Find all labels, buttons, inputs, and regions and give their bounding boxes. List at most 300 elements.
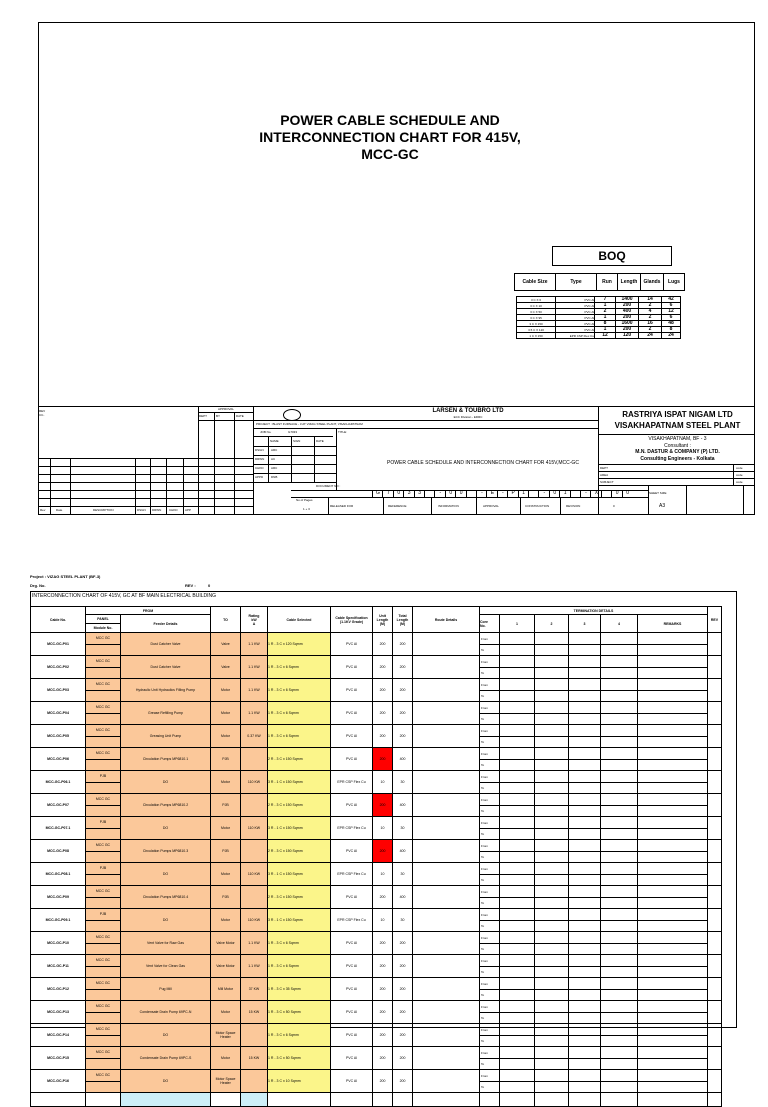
- to-label: To: [481, 1084, 485, 1089]
- cell-core-3: [569, 932, 601, 955]
- sheet2-rev-value: 0: [208, 583, 211, 588]
- cell-route: [413, 817, 480, 840]
- cell-total-length: 200: [393, 1001, 413, 1024]
- boq-length: 200: [616, 303, 639, 309]
- area-label: AREA: [600, 473, 609, 477]
- boq-cable-size: 3 C X 6: [517, 297, 556, 303]
- from-label: From: [480, 1002, 499, 1013]
- cell-core-4: [601, 863, 638, 886]
- table-row: [31, 771, 722, 794]
- boq-lugs: 12: [662, 309, 681, 315]
- release-construction: CONSTRUCTION: [525, 504, 550, 508]
- cell-remarks: [638, 1024, 708, 1047]
- col-head-drwn: DRWN: [152, 508, 162, 512]
- boq-lugs: 6: [662, 303, 681, 309]
- cell-route: [413, 725, 480, 748]
- cell-route: [413, 702, 480, 725]
- cell-panel: [86, 1070, 121, 1093]
- cell-cable-selected: 1 R - 3 C x 120 Sqmm: [268, 633, 331, 656]
- cell-unit-length: 200: [373, 886, 393, 909]
- boq-type: PVC Al: [556, 321, 595, 327]
- cell-to: Motor: [211, 863, 241, 886]
- cell-remarks: [638, 725, 708, 748]
- col-head-app: APP: [185, 508, 192, 512]
- cell-remarks: [638, 679, 708, 702]
- cell-module-no: [86, 806, 120, 816]
- cell-rating: [241, 1070, 268, 1093]
- cell-core-no: [480, 794, 500, 817]
- empty-cell: [535, 1093, 569, 1107]
- cell-feeder: DO: [121, 863, 211, 886]
- cell-rating: 1.1 KW: [241, 633, 268, 656]
- cell-cable-no: MCC-GC-P12: [31, 978, 86, 1001]
- cell-core-2: [535, 1024, 569, 1047]
- consultant-name: M.N. DASTUR & COMPANY (P) LTD.: [635, 449, 720, 455]
- table-row: [31, 955, 722, 978]
- cell-cable-selected: 2 R - 3 C x 150 Sqmm: [268, 794, 331, 817]
- cell-remarks: [638, 886, 708, 909]
- cell-unit-length: 200: [373, 1070, 393, 1093]
- cell-core-no: [480, 633, 500, 656]
- cell-core-no: [480, 909, 500, 932]
- cell-unit-length: 200: [373, 978, 393, 1001]
- cell-total-length: 400: [393, 840, 413, 863]
- cell-panel: [86, 679, 121, 702]
- cell-cable-no: MCC-GC-P08: [31, 840, 86, 863]
- cell-core-1: [500, 771, 535, 794]
- revision-grid: [38, 458, 253, 515]
- col-module: Module No.: [86, 624, 121, 633]
- cell-panel: [86, 1047, 121, 1070]
- boq-run: 12: [595, 333, 616, 339]
- company-name: LARSEN & TOUBRO LTD: [432, 408, 504, 414]
- cell-core-4: [601, 771, 638, 794]
- cell-core-3: [569, 748, 601, 771]
- cell-core-no: [480, 817, 500, 840]
- cell-total-length: 400: [393, 886, 413, 909]
- document-no-char: [601, 490, 612, 497]
- cell-core-2: [535, 1001, 569, 1024]
- no-of-pages-label: No of Pages: [296, 498, 313, 502]
- cell-remarks: [638, 702, 708, 725]
- cell-cable-no: MCC-GC-P10: [31, 932, 86, 955]
- cell-core-no: [480, 725, 500, 748]
- cell-core-no: [480, 679, 500, 702]
- cell-core-no: [480, 702, 500, 725]
- document-no-char: 0: [445, 490, 456, 497]
- to-label: To: [481, 785, 485, 790]
- cell-core-no: [480, 1001, 500, 1024]
- cell-cable-selected: 2 R - 3 C x 150 Sqmm: [268, 840, 331, 863]
- cell-route: [413, 679, 480, 702]
- cell-core-2: [535, 771, 569, 794]
- col-rating: Rating kW A: [241, 607, 268, 633]
- boq-cable-size: 3 C X 95: [517, 315, 556, 321]
- cell-cable-no: MCC-GC-P08.1: [31, 863, 86, 886]
- cell-core-1: [500, 1001, 535, 1024]
- cell-panel-name: PJB: [86, 863, 120, 875]
- cell-panel: [86, 1001, 121, 1024]
- cell-core-1: [500, 725, 535, 748]
- cell-cable-selected: 1 R - 3 C x 6 Sqmm: [268, 932, 331, 955]
- empty-cell: [373, 1093, 393, 1107]
- cell-route: [413, 794, 480, 817]
- document-no-char: 0: [393, 490, 404, 497]
- sheet-size: A3: [659, 503, 666, 509]
- cell-total-length: 200: [393, 978, 413, 1001]
- boq-run: 1: [595, 327, 616, 333]
- cell-panel: [86, 886, 121, 909]
- cell-cable-spec: PVC Al: [331, 1047, 373, 1070]
- cell-cable-spec: PVC Al: [331, 1001, 373, 1024]
- cell-core-no: [480, 978, 500, 1001]
- to-label: To: [481, 992, 485, 997]
- cell-panel: [86, 909, 121, 932]
- cell-rev: [708, 886, 722, 909]
- cell-cable-selected: 1 R - 3 C x 6 Sqmm: [268, 955, 331, 978]
- cell-route: [413, 1024, 480, 1047]
- cell-cable-spec: PVC Al: [331, 794, 373, 817]
- empty-cell: [393, 1093, 413, 1107]
- cell-panel: [86, 978, 121, 1001]
- cell-cable-no: MCC-GC-P15: [31, 1047, 86, 1070]
- sheet2-project: Project : VIZAG STEEL PLANT (BF-3): [30, 574, 101, 579]
- col-unit-length: Unit Length (M): [373, 607, 393, 633]
- cell-unit-length: 200: [373, 725, 393, 748]
- cell-remarks: [638, 748, 708, 771]
- cell-cable-no: MCC-GC-P09: [31, 886, 86, 909]
- from-label: From: [480, 979, 499, 990]
- cell-core-1: [500, 794, 535, 817]
- empty-cell: [708, 1093, 722, 1107]
- cell-panel: [86, 725, 121, 748]
- cell-core-2: [535, 955, 569, 978]
- cell-core-3: [569, 840, 601, 863]
- cell-cable-selected: 3 R - 1 C x 150 Sqmm: [268, 817, 331, 840]
- cell-feeder: DO: [121, 1070, 211, 1093]
- document-no-char: [466, 490, 477, 497]
- col-total-length: Total Length (M): [393, 607, 413, 633]
- sign-date-head: DATE: [316, 439, 324, 443]
- cell-panel-name: MCC GC: [86, 794, 120, 806]
- cable-schedule-table: [30, 606, 722, 1107]
- boq-cable-size: 1 C X 150: [517, 333, 556, 339]
- cell-core-2: [535, 863, 569, 886]
- cell-panel: [86, 656, 121, 679]
- col-core-2: 2: [535, 615, 569, 633]
- document-no-char: 0: [455, 490, 466, 497]
- cell-cable-spec: EPR CSP Flex Cu: [331, 817, 373, 840]
- cell-core-4: [601, 702, 638, 725]
- to-label: To: [481, 946, 485, 951]
- cell-panel-name: MCC GC: [86, 679, 120, 691]
- boq-cable-size: 3 C X 150: [517, 321, 556, 327]
- cell-cable-selected: 1 R - 3 C x 50 Sqmm: [268, 1047, 331, 1070]
- cell-to: PJB: [211, 886, 241, 909]
- cell-core-3: [569, 1001, 601, 1024]
- table-row: [31, 817, 722, 840]
- col-cable-no: Cable No.: [31, 607, 86, 633]
- boq-type: PVC Al: [556, 309, 595, 315]
- cell-core-3: [569, 725, 601, 748]
- cell-to: Motor: [211, 679, 241, 702]
- cell-unit-length: 200: [373, 1024, 393, 1047]
- cell-panel: [86, 840, 121, 863]
- cell-rating: [241, 886, 268, 909]
- cell-core-no: [480, 748, 500, 771]
- cell-unit-length: 200: [373, 955, 393, 978]
- boq-row: [517, 333, 681, 339]
- cell-to: PJB: [211, 840, 241, 863]
- cell-cable-no: MCC-GC-P01: [31, 633, 86, 656]
- approval-dept: DEPT: [199, 414, 208, 418]
- cell-cable-spec: PVC Al: [331, 1070, 373, 1093]
- col-core-3: 3: [569, 615, 601, 633]
- cell-rev: [708, 633, 722, 656]
- cell-to: Mill Motor: [211, 978, 241, 1001]
- cell-module-no: [86, 898, 120, 908]
- to-label: To: [481, 762, 485, 767]
- job-no-label: JOB No.: [260, 430, 272, 434]
- boq-length: 200: [616, 327, 639, 333]
- boq-run: 8: [595, 321, 616, 327]
- empty-cell: [268, 1093, 331, 1107]
- cell-rev: [708, 909, 722, 932]
- cell-core-no: [480, 1047, 500, 1070]
- cell-route: [413, 840, 480, 863]
- boq-cable-size: 3 C X 50: [517, 309, 556, 315]
- cell-to: Motor: [211, 909, 241, 932]
- cell-cable-selected: 3 R - 1 C x 150 Sqmm: [268, 771, 331, 794]
- cell-cable-spec: PVC Al: [331, 978, 373, 1001]
- cell-panel-name: MCC GC: [86, 748, 120, 760]
- boq-glands: 2: [639, 327, 662, 333]
- boq-type: PVC Al: [556, 327, 595, 333]
- cell-route: [413, 748, 480, 771]
- cell-panel: [86, 702, 121, 725]
- approval-by: BY: [216, 414, 221, 418]
- appd-name: DNB: [271, 475, 278, 479]
- cell-cable-spec: PVC Al: [331, 725, 373, 748]
- job-no: G7033: [288, 430, 298, 434]
- cell-cable-no: MCC-GC-P06.1: [31, 771, 86, 794]
- table-row: [31, 679, 722, 702]
- cell-rating: 110 KW: [241, 909, 268, 932]
- cell-core-no: [480, 863, 500, 886]
- table-row: [31, 932, 722, 955]
- cell-to: Motor: [211, 817, 241, 840]
- cell-module-no: [86, 990, 120, 1000]
- cell-core-3: [569, 1047, 601, 1070]
- cell-core-2: [535, 748, 569, 771]
- release-approval: APPROVAL: [483, 504, 499, 508]
- cell-cable-selected: 2 R - 3 C x 150 Sqmm: [268, 886, 331, 909]
- boq-col-header: Run: [597, 274, 618, 291]
- cell-total-length: 200: [393, 702, 413, 725]
- cell-module-no: [86, 668, 120, 678]
- document-no-char: -: [497, 490, 508, 497]
- cell-route: [413, 1047, 480, 1070]
- cell-feeder: Pug Mill: [121, 978, 211, 1001]
- document-no-char: -: [538, 490, 549, 497]
- boq-lugs: 48: [662, 321, 681, 327]
- document-no-char: -: [476, 490, 487, 497]
- col-panel: PANEL: [86, 615, 121, 624]
- boq-type: PVC Al: [556, 297, 595, 303]
- boq-glands: 2: [639, 303, 662, 309]
- document-no-char: G: [372, 490, 383, 497]
- boq-col-header: Lugs: [664, 274, 685, 291]
- cell-panel: [86, 955, 121, 978]
- document-no-char: 7: [382, 490, 393, 497]
- cell-total-length: 400: [393, 794, 413, 817]
- dept-label: DEPT: [600, 466, 609, 470]
- cell-feeder: Greasing Unit Pump: [121, 725, 211, 748]
- cell-core-4: [601, 932, 638, 955]
- cell-total-length: 200: [393, 1047, 413, 1070]
- cell-core-1: [500, 702, 535, 725]
- rev-label: REV CC-: [39, 409, 46, 417]
- cell-route: [413, 633, 480, 656]
- document-no-char: [424, 490, 435, 497]
- cell-rev: [708, 1024, 722, 1047]
- cell-total-length: 30: [393, 771, 413, 794]
- cell-cable-selected: 3 R - 1 C x 150 Sqmm: [268, 863, 331, 886]
- cell-panel: [86, 1024, 121, 1047]
- cell-cable-no: MCC-GC-P11: [31, 955, 86, 978]
- cell-core-2: [535, 702, 569, 725]
- cell-core-3: [569, 817, 601, 840]
- cell-core-1: [500, 955, 535, 978]
- cell-core-2: [535, 817, 569, 840]
- cell-core-3: [569, 656, 601, 679]
- cell-total-length: 200: [393, 725, 413, 748]
- cell-total-length: 400: [393, 748, 413, 771]
- cell-panel: [86, 863, 121, 886]
- boq-length: 120: [616, 333, 639, 339]
- to-label: To: [481, 808, 485, 813]
- document-no-char: 0: [549, 490, 560, 497]
- cell-rating: 1.1 KW: [241, 679, 268, 702]
- cell-remarks: [638, 863, 708, 886]
- title-block: [38, 406, 755, 515]
- cell-core-2: [535, 840, 569, 863]
- cell-cable-selected: 1 R - 3 C x 6 Sqmm: [268, 679, 331, 702]
- cell-feeder: Condensate Drain Pump 69PC-S: [121, 1047, 211, 1070]
- cell-panel-name: PJB: [86, 771, 120, 783]
- cell-feeder: Vent Valve for Raw Gas: [121, 932, 211, 955]
- document-no-char: X: [590, 490, 601, 497]
- boq-lugs: 42: [662, 297, 681, 303]
- cell-rev: [708, 1047, 722, 1070]
- cell-remarks: [638, 771, 708, 794]
- cell-core-3: [569, 863, 601, 886]
- cell-cable-no: MCC-GC-P14: [31, 1024, 86, 1047]
- cell-to: Motor: [211, 702, 241, 725]
- code-label-3: code: [736, 480, 743, 484]
- cell-core-4: [601, 679, 638, 702]
- col-cable-spec: Cable Specification (1.1KV Grade): [331, 607, 373, 633]
- document-no-char: P: [507, 490, 518, 497]
- cell-cable-spec: PVC Al: [331, 886, 373, 909]
- cell-rev: [708, 863, 722, 886]
- cell-core-1: [500, 886, 535, 909]
- boq-glands: 16: [639, 321, 662, 327]
- cell-core-3: [569, 702, 601, 725]
- cell-cable-spec: EPR CSP Flex Cu: [331, 863, 373, 886]
- cell-core-4: [601, 794, 638, 817]
- cell-core-4: [601, 1047, 638, 1070]
- cell-unit-length: 200: [373, 1047, 393, 1070]
- col-core-4: 4: [601, 615, 638, 633]
- boq-glands: 2: [639, 315, 662, 321]
- col-route: Route Details: [413, 607, 480, 633]
- boq-lugs: 6: [662, 315, 681, 321]
- drawing-title: POWER CABLE SCHEDULE AND INTERCONNECTION CHART FOR 415V,MCC-GC: [387, 460, 579, 466]
- col-remarks: REMARKS: [638, 615, 708, 633]
- cell-rating: 1.1 KW: [241, 656, 268, 679]
- cell-panel-name: MCC GC: [86, 955, 120, 967]
- cell-rating: [241, 748, 268, 771]
- cell-route: [413, 978, 480, 1001]
- cell-rating: 0.37 KW: [241, 725, 268, 748]
- empty-cell: [241, 1093, 268, 1107]
- to-label: To: [481, 693, 485, 698]
- cell-to: Motor: [211, 1047, 241, 1070]
- cell-core-no: [480, 771, 500, 794]
- cell-rating: 1.1 KW: [241, 932, 268, 955]
- document-no-char: [570, 490, 581, 497]
- cell-cable-spec: PVC Al: [331, 702, 373, 725]
- cell-rev: [708, 794, 722, 817]
- cell-panel-name: MCC GC: [86, 656, 120, 668]
- from-label: From: [480, 634, 499, 645]
- revision-label: REVISION: [566, 504, 581, 508]
- division-name: ECC Division - EDRC: [453, 415, 483, 419]
- empty-cell: [480, 1093, 500, 1107]
- col-head-dsgn: DSGN: [137, 508, 146, 512]
- cell-total-length: 200: [393, 955, 413, 978]
- cell-rating: [241, 1024, 268, 1047]
- cell-rev: [708, 955, 722, 978]
- cell-panel: [86, 932, 121, 955]
- cell-feeder: DO: [121, 1024, 211, 1047]
- cell-feeder: Circulation Pumps MP6810.3: [121, 840, 211, 863]
- cell-panel: [86, 817, 121, 840]
- cell-core-2: [535, 725, 569, 748]
- cell-rev: [708, 1001, 722, 1024]
- client-plant: VISAKHAPATNAM STEEL PLANT: [614, 421, 741, 430]
- cell-cable-spec: EPR CSP Flex Cu: [331, 909, 373, 932]
- cell-rev: [708, 978, 722, 1001]
- cell-core-2: [535, 932, 569, 955]
- cell-rev: [708, 702, 722, 725]
- boq-length: 1400: [616, 297, 639, 303]
- boq-run: 1: [595, 303, 616, 309]
- cell-unit-length: 10: [373, 817, 393, 840]
- boq-glands: 4: [639, 309, 662, 315]
- table-row: [31, 702, 722, 725]
- cell-core-1: [500, 909, 535, 932]
- boq-col-header: Length: [618, 274, 641, 291]
- table-row: [31, 725, 722, 748]
- boq-col-header: Type: [556, 274, 597, 291]
- cell-core-1: [500, 863, 535, 886]
- cell-rev: [708, 656, 722, 679]
- cell-unit-length: 200: [373, 794, 393, 817]
- cell-core-3: [569, 794, 601, 817]
- sign-sign-head: SIGN: [293, 439, 301, 443]
